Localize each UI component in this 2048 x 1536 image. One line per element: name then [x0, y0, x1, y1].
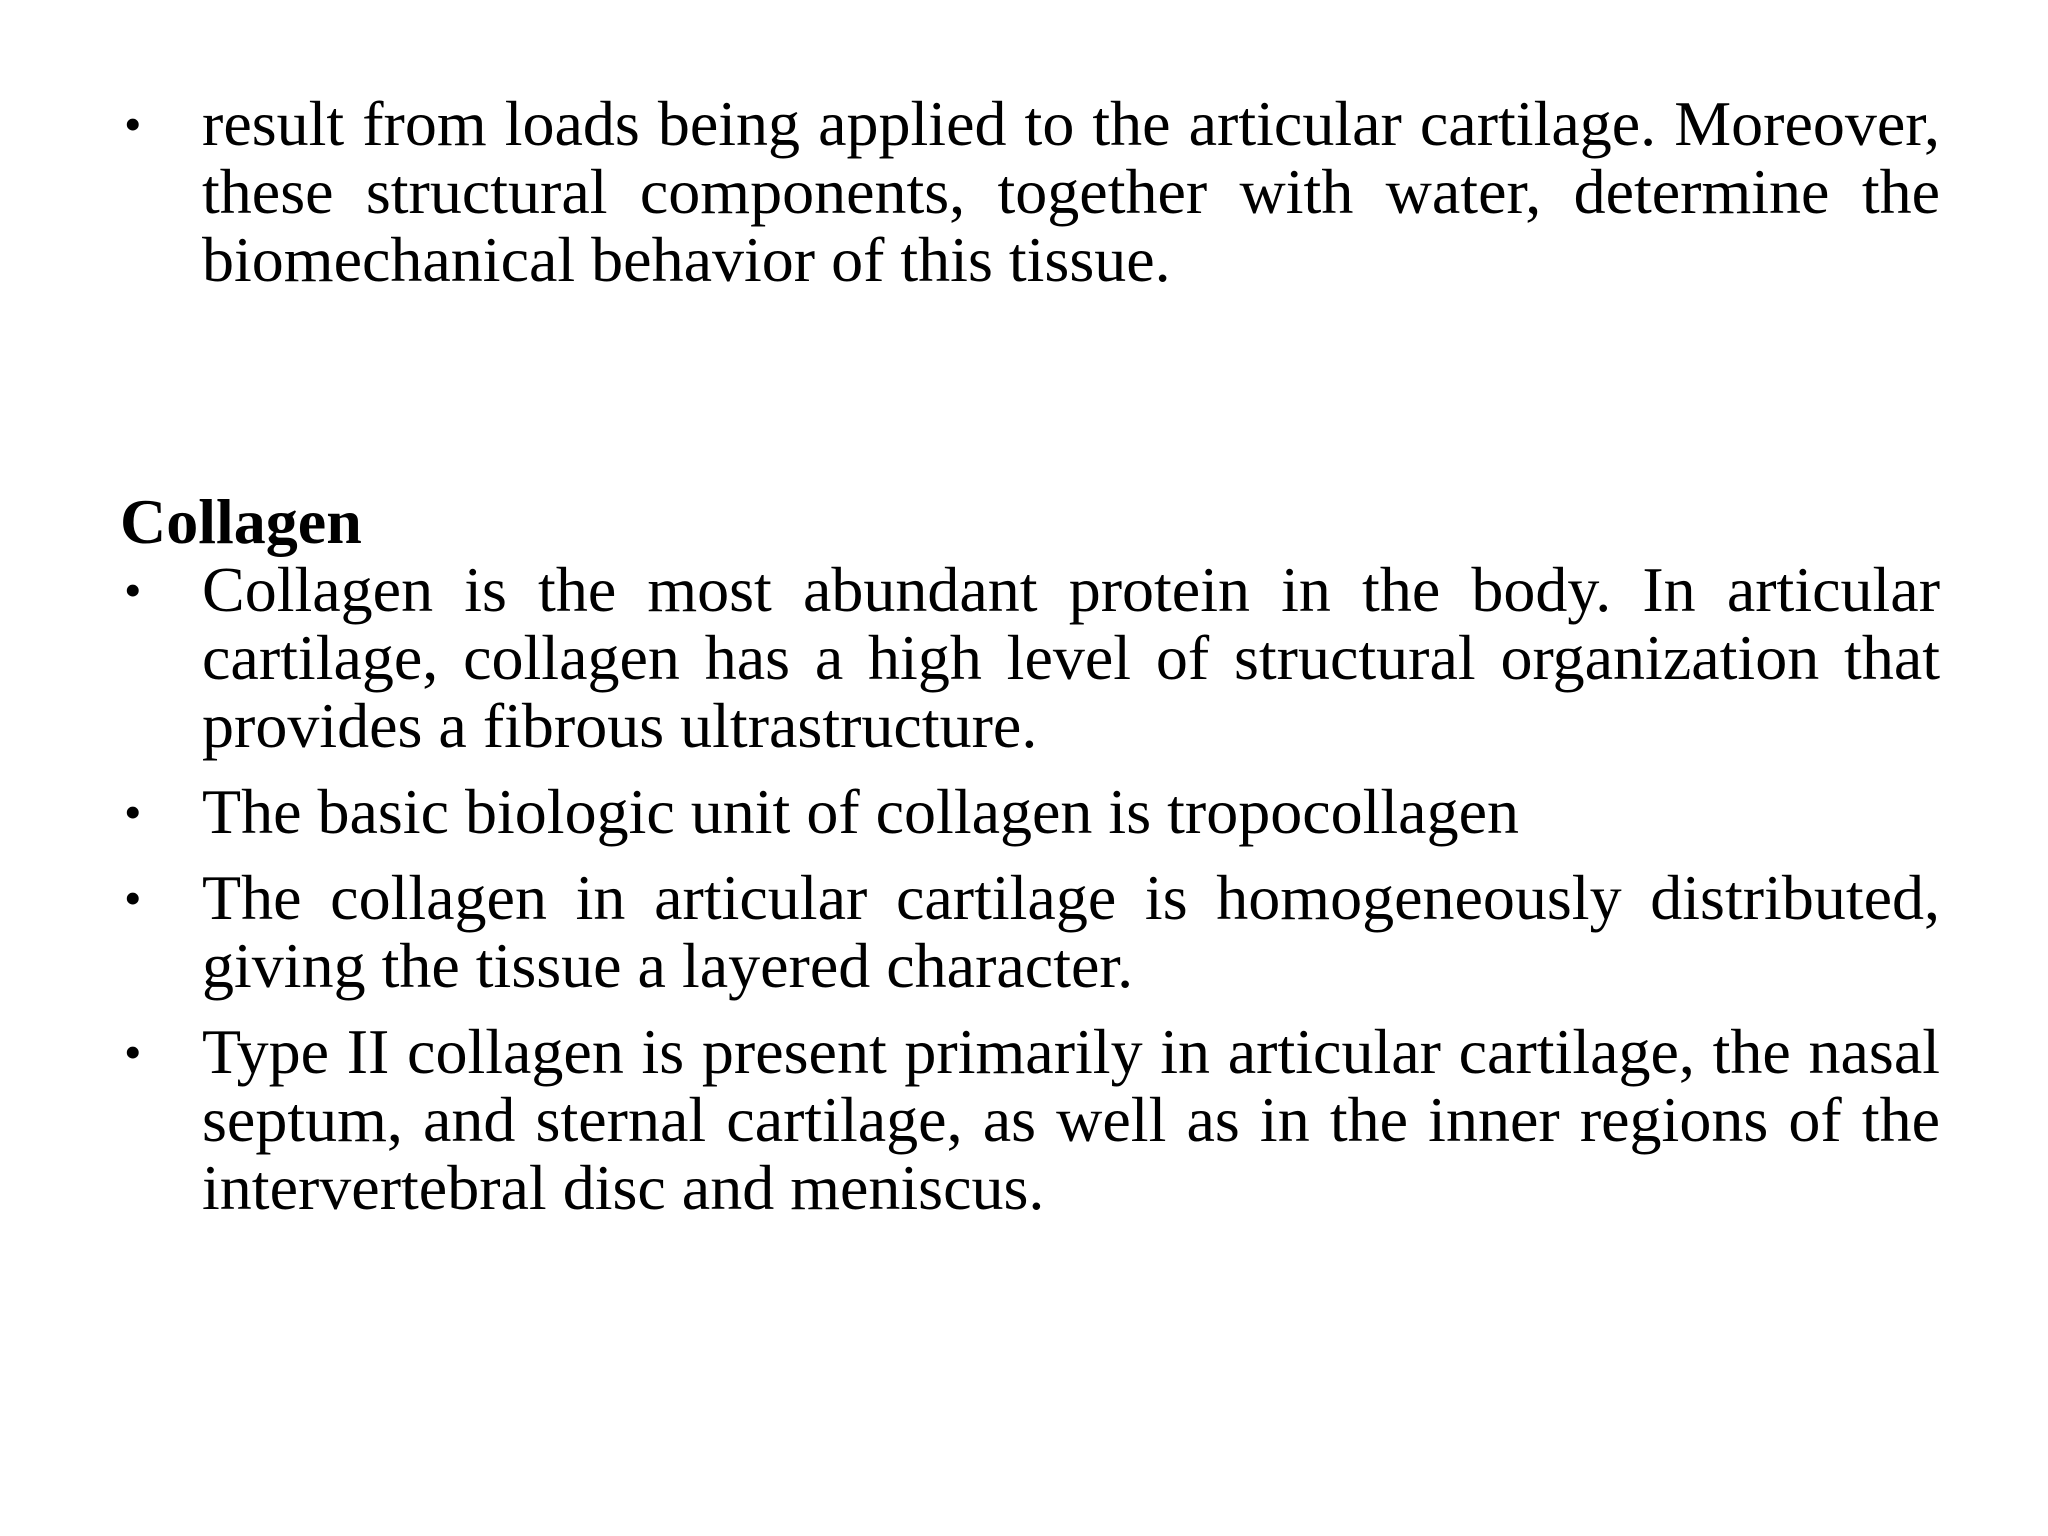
- section-spacer: [120, 312, 1940, 488]
- bullet-icon: •: [124, 562, 142, 618]
- section-heading: Collagen: [120, 486, 362, 557]
- bullet-icon: •: [124, 1024, 142, 1080]
- intro-bullet-list: [120, 90, 1940, 294]
- bullet-icon: •: [124, 784, 142, 840]
- bullet-item: [120, 1018, 1940, 1222]
- bullet-item: [120, 864, 1940, 1000]
- bullet-text: The collagen in articular cartilage is homogeneously distributed, giving the tissue a layered character.: [202, 862, 1940, 1001]
- slide-content: [120, 90, 1940, 1240]
- collagen-bullet-list: [120, 556, 1940, 1222]
- bullet-item: [120, 90, 1940, 294]
- bullet-icon: •: [124, 870, 142, 926]
- bullet-text: result from loads being applied to the articular cartilage. Moreover, these structural components, together with water, determine the biomechanical behavior of this tissue.: [202, 88, 1940, 295]
- bullet-text: The basic biologic unit of collagen is tropocollagen: [202, 776, 1519, 847]
- bullet-text: Type II collagen is present primarily in articular cartilage, the nasal septum, and sternal cartilage, as well as in the inner regions of the intervertebral disc and meniscus.: [202, 1016, 1940, 1223]
- bullet-icon: •: [124, 96, 142, 152]
- bullet-item: [120, 778, 1940, 846]
- bullet-item: [120, 556, 1940, 760]
- bullet-text: Collagen is the most abundant protein in the body. In articular cartilage, collagen has a high level of structural organization that provides a fibrous ultrastructure.: [202, 554, 1940, 761]
